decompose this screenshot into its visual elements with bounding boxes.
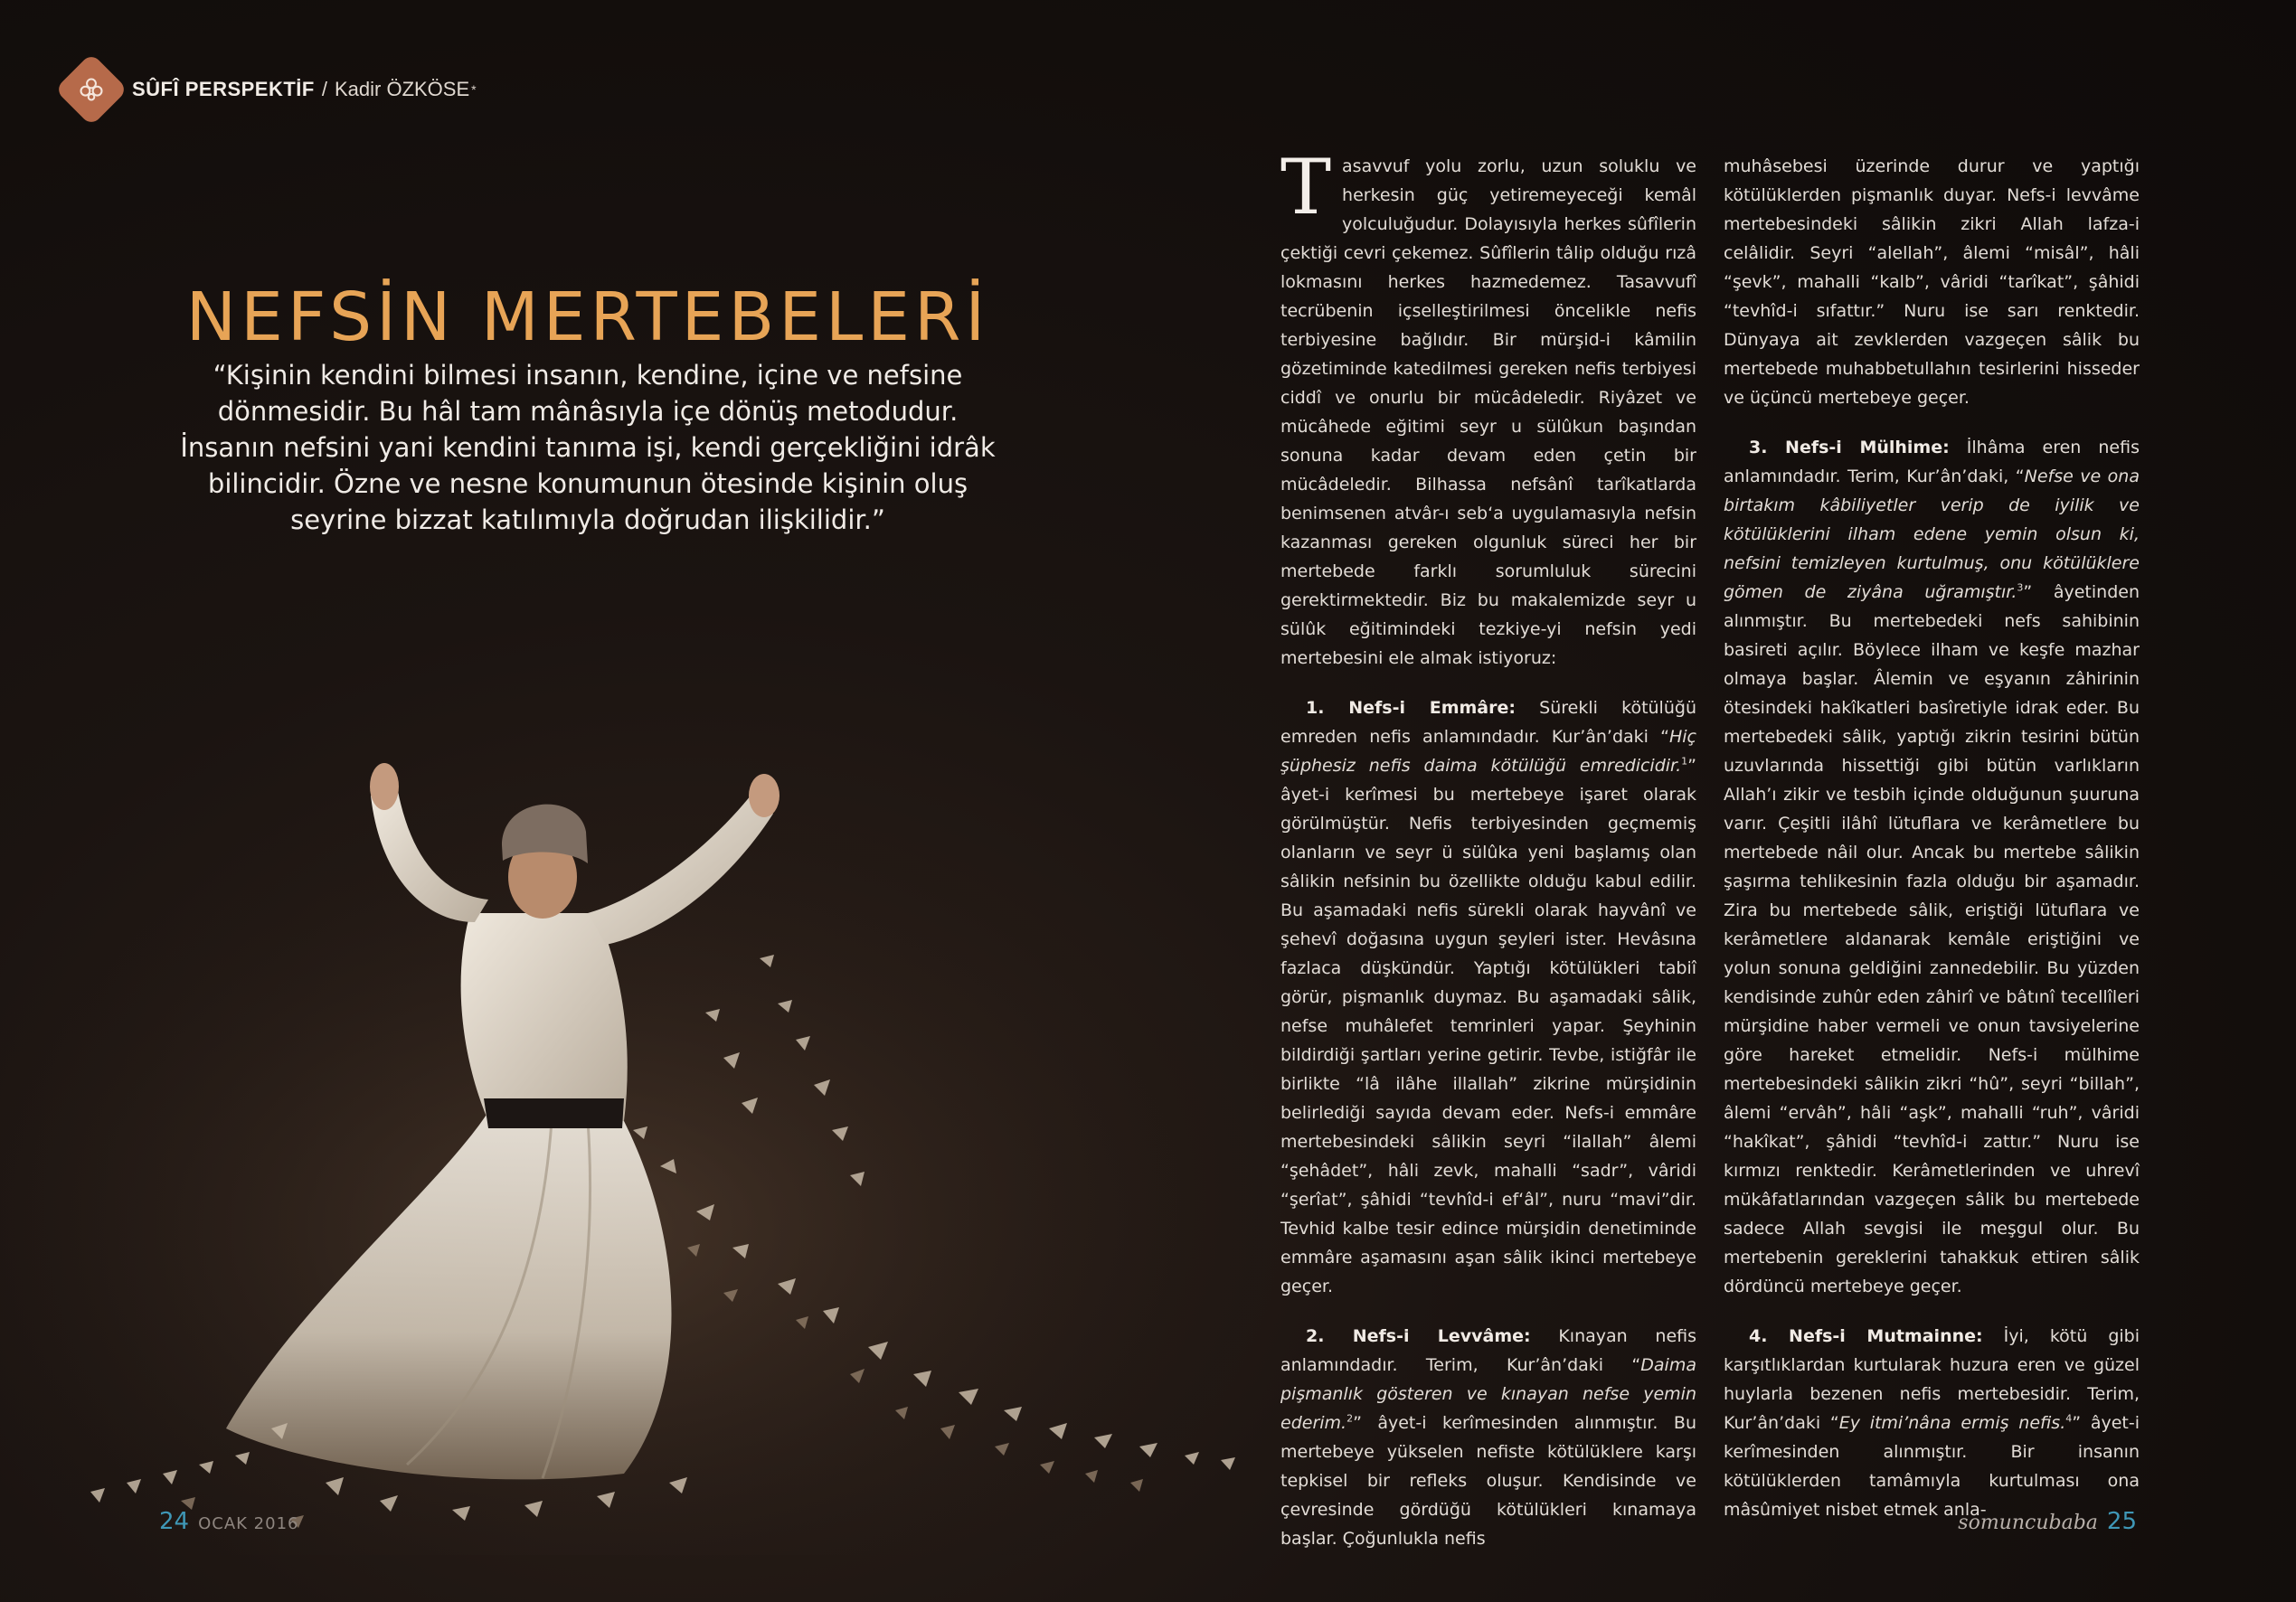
author-footnote-mark: * (471, 82, 477, 97)
footer-right (1958, 1508, 2137, 1535)
footnote-ref: 3 (2017, 581, 2024, 594)
paragraph-text: ” âyet-i kerîmesi bu mertebeye işaret olarak görülmüştür. Nefis terbiyesinden geçmemiş olanların ve seyr ü sülûka yeni başlamış olan sâlikin nefsinin bu özellikte olduğu kabul edilir. Bu aşamadaki nefis sürekli olarak hayvânî ve şehevî doğasına uygun şeyleri ister. Hevâsına fazlaca düşkündür. Yaptığı kötülükleri tabiî görür, pişmanlık duymaz. Bu aşamadaki sâlik, nefse muhâlefet temrinleri yapar. Şeyhinin bildirdiği şartları yerine getirir. Tevbe, istiğfâr ile birlikte “lâ ilâhe illallah” zikrine mürşidinin belirlediği sayıda devam eder. Nefs-i emmâre mertebesindeki sâlikin seyri “ilallah” âlemi “şehâdet”, hâli zevk, mahalli “sadr”, vâridi “şerîat”, şâhidi “tevhîd-i ef‘âl”, nuru “mavi”dir. Tevhid kalbe tesir edince mürşidin denetiminde emmâre aşamasını aşan sâlik ikinci mertebeye geçer. (1280, 756, 1696, 1296)
paragraph-text: ” âyet-i kerîmesinden alınmıştır. Bir insanın kötülüklerden tamâmıyla kurtulması ona mâsûmiyet nisbet etmek anla- (1724, 1413, 2140, 1520)
term-heading: 3. Nefs-i Mülhime: (1749, 438, 1950, 457)
paragraph-text: Sürekli kötülüğü emreden nefis anlamındadır. Kur’ân’daki “ (1280, 698, 1696, 747)
verse-quote: Daima pişmanlık gösteren ve kınayan nefse yemin ederim. (1280, 1355, 1696, 1433)
section-logo-icon (54, 52, 128, 126)
paragraph-text: İyi, kötü gibi karşıtlıklardan kurtularak huzura eren ve güzel huylarla bezenen nefis mertebesidir. Terim, Kur’ân’daki “ (1724, 1326, 2140, 1433)
whirling-dervish-illustration (0, 741, 1293, 1555)
paragraph-nefs-i-mulhime (1724, 433, 2140, 1301)
paragraph-text: ” âyetinden alınmıştır. Bu mertebedeki nefs sahibinin basireti açılır. Böylece ilham ve keşfe mazhar olmaya başlar. Âlemin ve eşyanın zâhirinin ötesindeki hakîkatleri basîretiyle idrak eder. Bu mertebedeki sâlik, yaptığı zikrin tesirini bütün uzuvlarında hissettiği gibi bütün varlıkların Allah’ı zikir ve tesbih içinde olduğunun şuuruna varır. Çeşitli ilâhî lütuflara ve kerâmetlere bu mertebede nâil olur. Ancak bu mertebe sâlikin şaşırma tehlikesinin fazla olduğu bir aşamadır. Zira bu mertebede sâlik, eriştiği lütuflara ve kerâmetlere aldanarak kemâle eriştiğini ve yolun sonuna geldiğini zannedebilir. Bu yüzden kendisinde zuhûr eden zâhirî ve bâtınî tecellîleri mürşidine haber vermeli ve onun tavsiyelerine göre hareket etmelidir. Nefs-i mülhime mertebesindeki sâlikin zikri “hû”, seyri “billah”, âlemi “ervâh”, hâli “aşk”, mahalli “ruh”, vâridi “hakîkat”, şâhidi “tevhîd-i zattır.” Nuru ise kırmızı renktedir. Kerâmetlerinden ve uhrevî mükâfatlarından vazgeçen sâlik bu mertebede sadece Allah sevgisi ile meşgul olur. Bu mertebenin gereklerini tahakkuk ettiren sâlik dördüncü mertebeye geçer. (1724, 582, 2140, 1296)
footnote-ref: 4 (2065, 1412, 2073, 1425)
verse-quote: Hiç şüphesiz nefis daima kötülüğü emredicidir. (1280, 727, 1696, 776)
issue-date: OCAK 2016 (198, 1514, 299, 1533)
intro-paragraph (1280, 143, 1696, 673)
paragraph-nefs-i-levvame (1280, 1322, 1696, 1553)
page-number-right: 25 (2106, 1508, 2137, 1535)
verse-quote: Ey itmi’nâna ermiş nefis. (1838, 1413, 2066, 1433)
term-heading: 2. Nefs-i Levvâme: (1306, 1326, 1531, 1346)
paragraph-nefs-i-emmare (1280, 693, 1696, 1301)
article-title: NEFSİN MERTEBELERİ (185, 278, 990, 356)
article-column-1 (1280, 143, 1697, 1574)
intro-quote: “Kişinin kendini bilmesi insanın, kendine, içine ve nefsine dönmesidir. Bu hâl tam mânâsıyla içe dönüş metodudur. İnsanın nefsini yani kendini tanıma işi, kendi gerçekliğini idrâk bilincidir. Özne ve nesne konumunun ötesinde kişinin oluş seyrine bizzat katılımıyla doğrudan ilişkilidir.” (180, 360, 996, 535)
article-column-2 (1724, 152, 2140, 1545)
drop-cap: T (1280, 143, 1332, 231)
paragraph-text: Kınayan nefis anlamındadır. Terim, Kur’ân’daki “ (1280, 1326, 1697, 1375)
footer-left (159, 1508, 298, 1535)
term-heading: 4. Nefs-i Mutmainne: (1749, 1326, 1983, 1346)
author-name: Kadir ÖZKÖSE (334, 78, 470, 100)
paragraph-text: ” âyet-i kerîmesinden alınmıştır. Bu mertebeye yükselen nefiste kötülüklere karşı tepkisel bir refleks oluşur. Kendisinde ve çevresinde gördüğü kötülükleri kınamaya başlar. Çoğunlukla nefis (1280, 1413, 1696, 1549)
paragraph-text: İlhâma eren nefis anlamındadır. Terim, Kur’ân’daki, “ (1724, 438, 2140, 486)
header-separator: / (321, 78, 327, 100)
verse-quote: Nefse ve ona birtakım kâbiliyetler verip de iyilik ve kötülüklerini ilham edene yemin olsun ki, nefsini temizleyen kurtulmuş, onu kötülüklere gömen de ziyâna uğramıştır. (1724, 466, 2140, 602)
section-title: SÛFÎ PERSPEKTİF (132, 78, 315, 100)
footnote-ref: 2 (1346, 1412, 1354, 1425)
footnote-ref: 1 (1681, 755, 1688, 768)
magazine-brand: somuncubaba (1958, 1512, 2098, 1534)
continued-paragraph: muhâsebesi üzerinde durur ve yaptığı kötülüklerden pişmanlık duyar. Nefs-i levvâme mertebesindeki sâlikin zikri Allah lafza-i celâlidir. Seyri “alellah”, âlemi “misâl”, hâli “şevk”, mahalli “kalb”, vâridi “tarîkat”, şâhidi “tevhîd-i sıfattır.” Nuru ise sarı renktedir. Dünyaya ait zevklerden vazgeçen sâlik bu mertebede muhabbetullahın tesirlerini hisseder ve üçüncü mertebeye geçer. (1724, 156, 2140, 408)
term-heading: 1. Nefs-i Emmâre: (1306, 698, 1516, 718)
intro-text: asavvuf yolu zorlu, uzun soluklu ve herkesin güç yetiremeyeceği kemâl yolculuğudur. Dolayısıyla herkes sûfîlerin çektiği cevri çekemez. Sûfîlerin tâlip olduğu rızâ lokmasını herkes hazmedemez. Tasavvufî tecrübenin içselleştirilmesi öncelikle nefis terbiyesine bağlıdır. Bir mürşid-i kâmilin gözetiminde katedilmesi gereken nefis terbiyesi ciddî ve onurlu bir mücâdeledir. Riyâzet ve mücâhede eğitimi seyr u sülûkun başından sonuna kadar devam eden çetin bir mücâdeledir. Bilhassa nefsânî tarîkatlarda benimsenen atvâr-ı seb‘a uygulamasıyla nefsin kazanması gereken olgunluk süreci her bir mertebede farklı sorumluluk sürecini gerektirmektedir. Biz bu makalemizde seyr u sülûk eğitimindeki tezkiye-yi nefsin yedi mertebesini ele almak istiyoruz: (1280, 156, 1696, 668)
paragraph-nefs-i-mutmainne (1724, 1322, 2140, 1524)
page-header (60, 58, 477, 121)
page-number-left: 24 (159, 1508, 190, 1535)
